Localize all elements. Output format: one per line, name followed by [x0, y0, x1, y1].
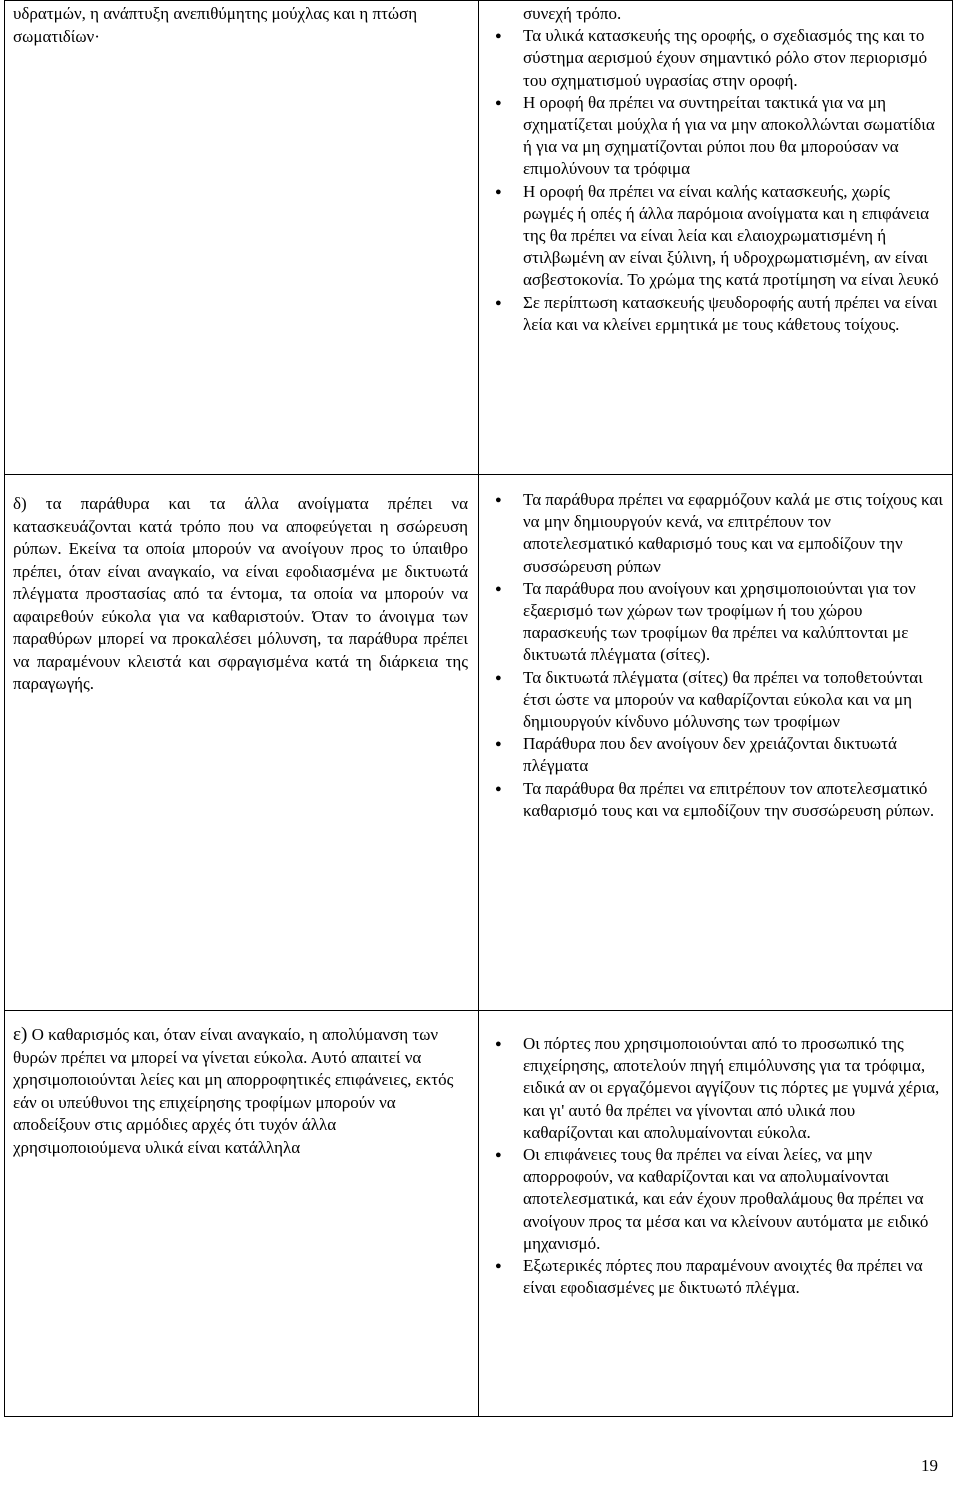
list-item: ● Οι επιφάνειες τους θα πρέπει να είναι λείες, να μην απορροφούν, να καθαρίζονται και να απολυμαίνονται αποτελεσματικά, και εάν έχουν προθαλάμους θα πρέπει να ανοίγουν προς τα μέσα και να κλείνουν αυτόματα με ειδικό μηχανισμό. [489, 1144, 944, 1255]
item-marker: ε) [13, 1024, 28, 1045]
list-item: ● Οι πόρτες που χρησιμοποιούνται από το προσωπικό της επιχείρησης, αποτελούν πηγή επιμόλυνσης για τα τρόφιμα, ειδικά αν οι εργαζόμενοι αγγίζουν τις πόρτες με γυμνά χέρια, και γι' αυτό θα πρέπει να γίνονται από υλικά που καθαρίζονται και απολυμαίνονται εύκολα. [489, 1033, 944, 1144]
requirement-cell [5, 1011, 479, 1417]
guidance-list [489, 1033, 944, 1299]
guidance-cell [479, 1, 953, 475]
list-item: ● Σε περίπτωση κατασκευής ψευδοροφής αυτή πρέπει να είναι λεία και να κλείνει ερμητικά με τους κάθετους τοίχους. [489, 292, 944, 336]
table-row [5, 1, 953, 475]
list-item: ● Η οροφή θα πρέπει να συντηρείται τακτικά για να μη σχηματίζεται μούχλα ή για να μην αποκολλώνται σωματίδια ή για να μη σχηματίζονται ρύποι που θα μπορούσαν να επιμολύνουν τα τρόφιμα [489, 92, 944, 181]
list-item: ● Η οροφή θα πρέπει να είναι καλής κατασκευής, χωρίς ρωγμές ή οπές ή άλλα παρόμοια ανοίγματα και η επιφάνεια της θα πρέπει να είναι λεία και ελαιοχρωματισμένη ή στιλβωμένη αν είναι ξύλινη, ή υδροχρωματισμένη, αν είναι ασβεστοκονία. Το χρώμα της κατά προτίμηση να είναι λευκό [489, 181, 944, 292]
list-item: ● Τα δικτυωτά πλέγματα (σίτες) θα πρέπει να τοποθετούνται έτσι ώστε να μπορούν να καθαρίζονται εύκολα και να μη δημιουργούν κίνδυνο μόλυνσης των τροφίμων [489, 667, 944, 734]
list-item: ● Τα υλικά κατασκευής της οροφής, ο σχεδιασμός της και το σύστημα αερισμού έχουν σημαντικό ρόλο στον περιορισμό του σχηματισμού υγρασίας στην οροφή. [489, 25, 944, 92]
list-item: ● Τα παράθυρα θα πρέπει να επιτρέπουν τον αποτελεσματικό καθαρισμό τους και να εμποδίζουν την συσσώρευση ρύπων. [489, 778, 944, 822]
list-item: ● Παράθυρα που δεν ανοίγουν δεν χρειάζονται δικτυωτά πλέγματα [489, 733, 944, 777]
guidance-lead-text: συνεχή τρόπο. [523, 4, 622, 23]
requirement-text-body: Ο καθαρισμός και, όταν είναι αναγκαίο, η απολύμανση των θυρών πρέπει να μπορεί να γίνεται εύκολα. Αυτό απαιτεί να χρησιμοποιούνται λείες και μη απορροφητικές επιφάνειες, εκτός εάν οι υπεύθυνοι της επιχείρησης τροφίμων μπορούν να αποδείξουν στις αρμόδιες αρχές ότι τυχόν άλλα χρησιμοποιούμενα υλικά είναι κατάλληλα [13, 1025, 454, 1157]
guidance-list [489, 489, 944, 822]
requirement-text [5, 475, 478, 696]
page-number: 19 [921, 1456, 938, 1475]
guidance-cell [479, 1011, 953, 1417]
table-row [5, 475, 953, 1011]
requirement-text-rest: Εκείνα τα οποία μπορούν να ανοίγουν προς το ύπαιθρο πρέπει, όταν είναι αναγκαίο, να είναι εφοδιασμένα με δικτυωτά πλέγματα προστασίας από τα έντομα, τα οποία να μπορούν να αφαιρεθούν εύκολα για να καθαριστούν. Όταν το άνοιγμα των παραθύρων μπορεί να προκαλέσει μόλυνση, τα παράθυρα πρέπει να παραμένουν κλειστά και σφραγισμένα κατά τη διάρκεια της παραγωγής. [13, 539, 468, 693]
requirements-table [4, 0, 953, 1417]
list-item: ● Τα παράθυρα πρέπει να εφαρμόζουν καλά με στις τοίχους και να μην δημιουργούν κενά, να επιτρέπουν τον αποτελεσματικό καθαρισμό τους και να εμποδίζουν την συσσώρευση ρύπων [489, 489, 944, 578]
requirement-cell [5, 1, 479, 475]
table-row [5, 1011, 953, 1417]
requirement-cell [5, 475, 479, 1011]
guidance-cell [479, 475, 953, 1011]
list-item: ● Τα παράθυρα που ανοίγουν και χρησιμοποιούνται για τον εξαερισμό των χώρων των τροφίμων ή του χώρου παρασκευής των τροφίμων θα πρέπει να καλύπτονται με δικτυωτά πλέγματα (σίτες). [489, 578, 944, 667]
requirement-text-first: δ) τα παράθυρα και τα άλλα ανοίγματα πρέπει να κατασκευάζονται κατά τρόπο που να αποφεύγεται η σσώρευση ρύπων. [13, 494, 468, 558]
guidance-list [489, 25, 944, 336]
requirement-text: υδρατμών, η ανάπτυξη ανεπιθύμητης μούχλας και η πτώση σωματιδίων· [13, 4, 418, 46]
requirement-text [5, 1011, 478, 1159]
list-item: ● Εξωτερικές πόρτες που παραμένουν ανοιχτές θα πρέπει να είναι εφοδιασμένες με δικτυωτό πλέγμα. [489, 1255, 944, 1299]
